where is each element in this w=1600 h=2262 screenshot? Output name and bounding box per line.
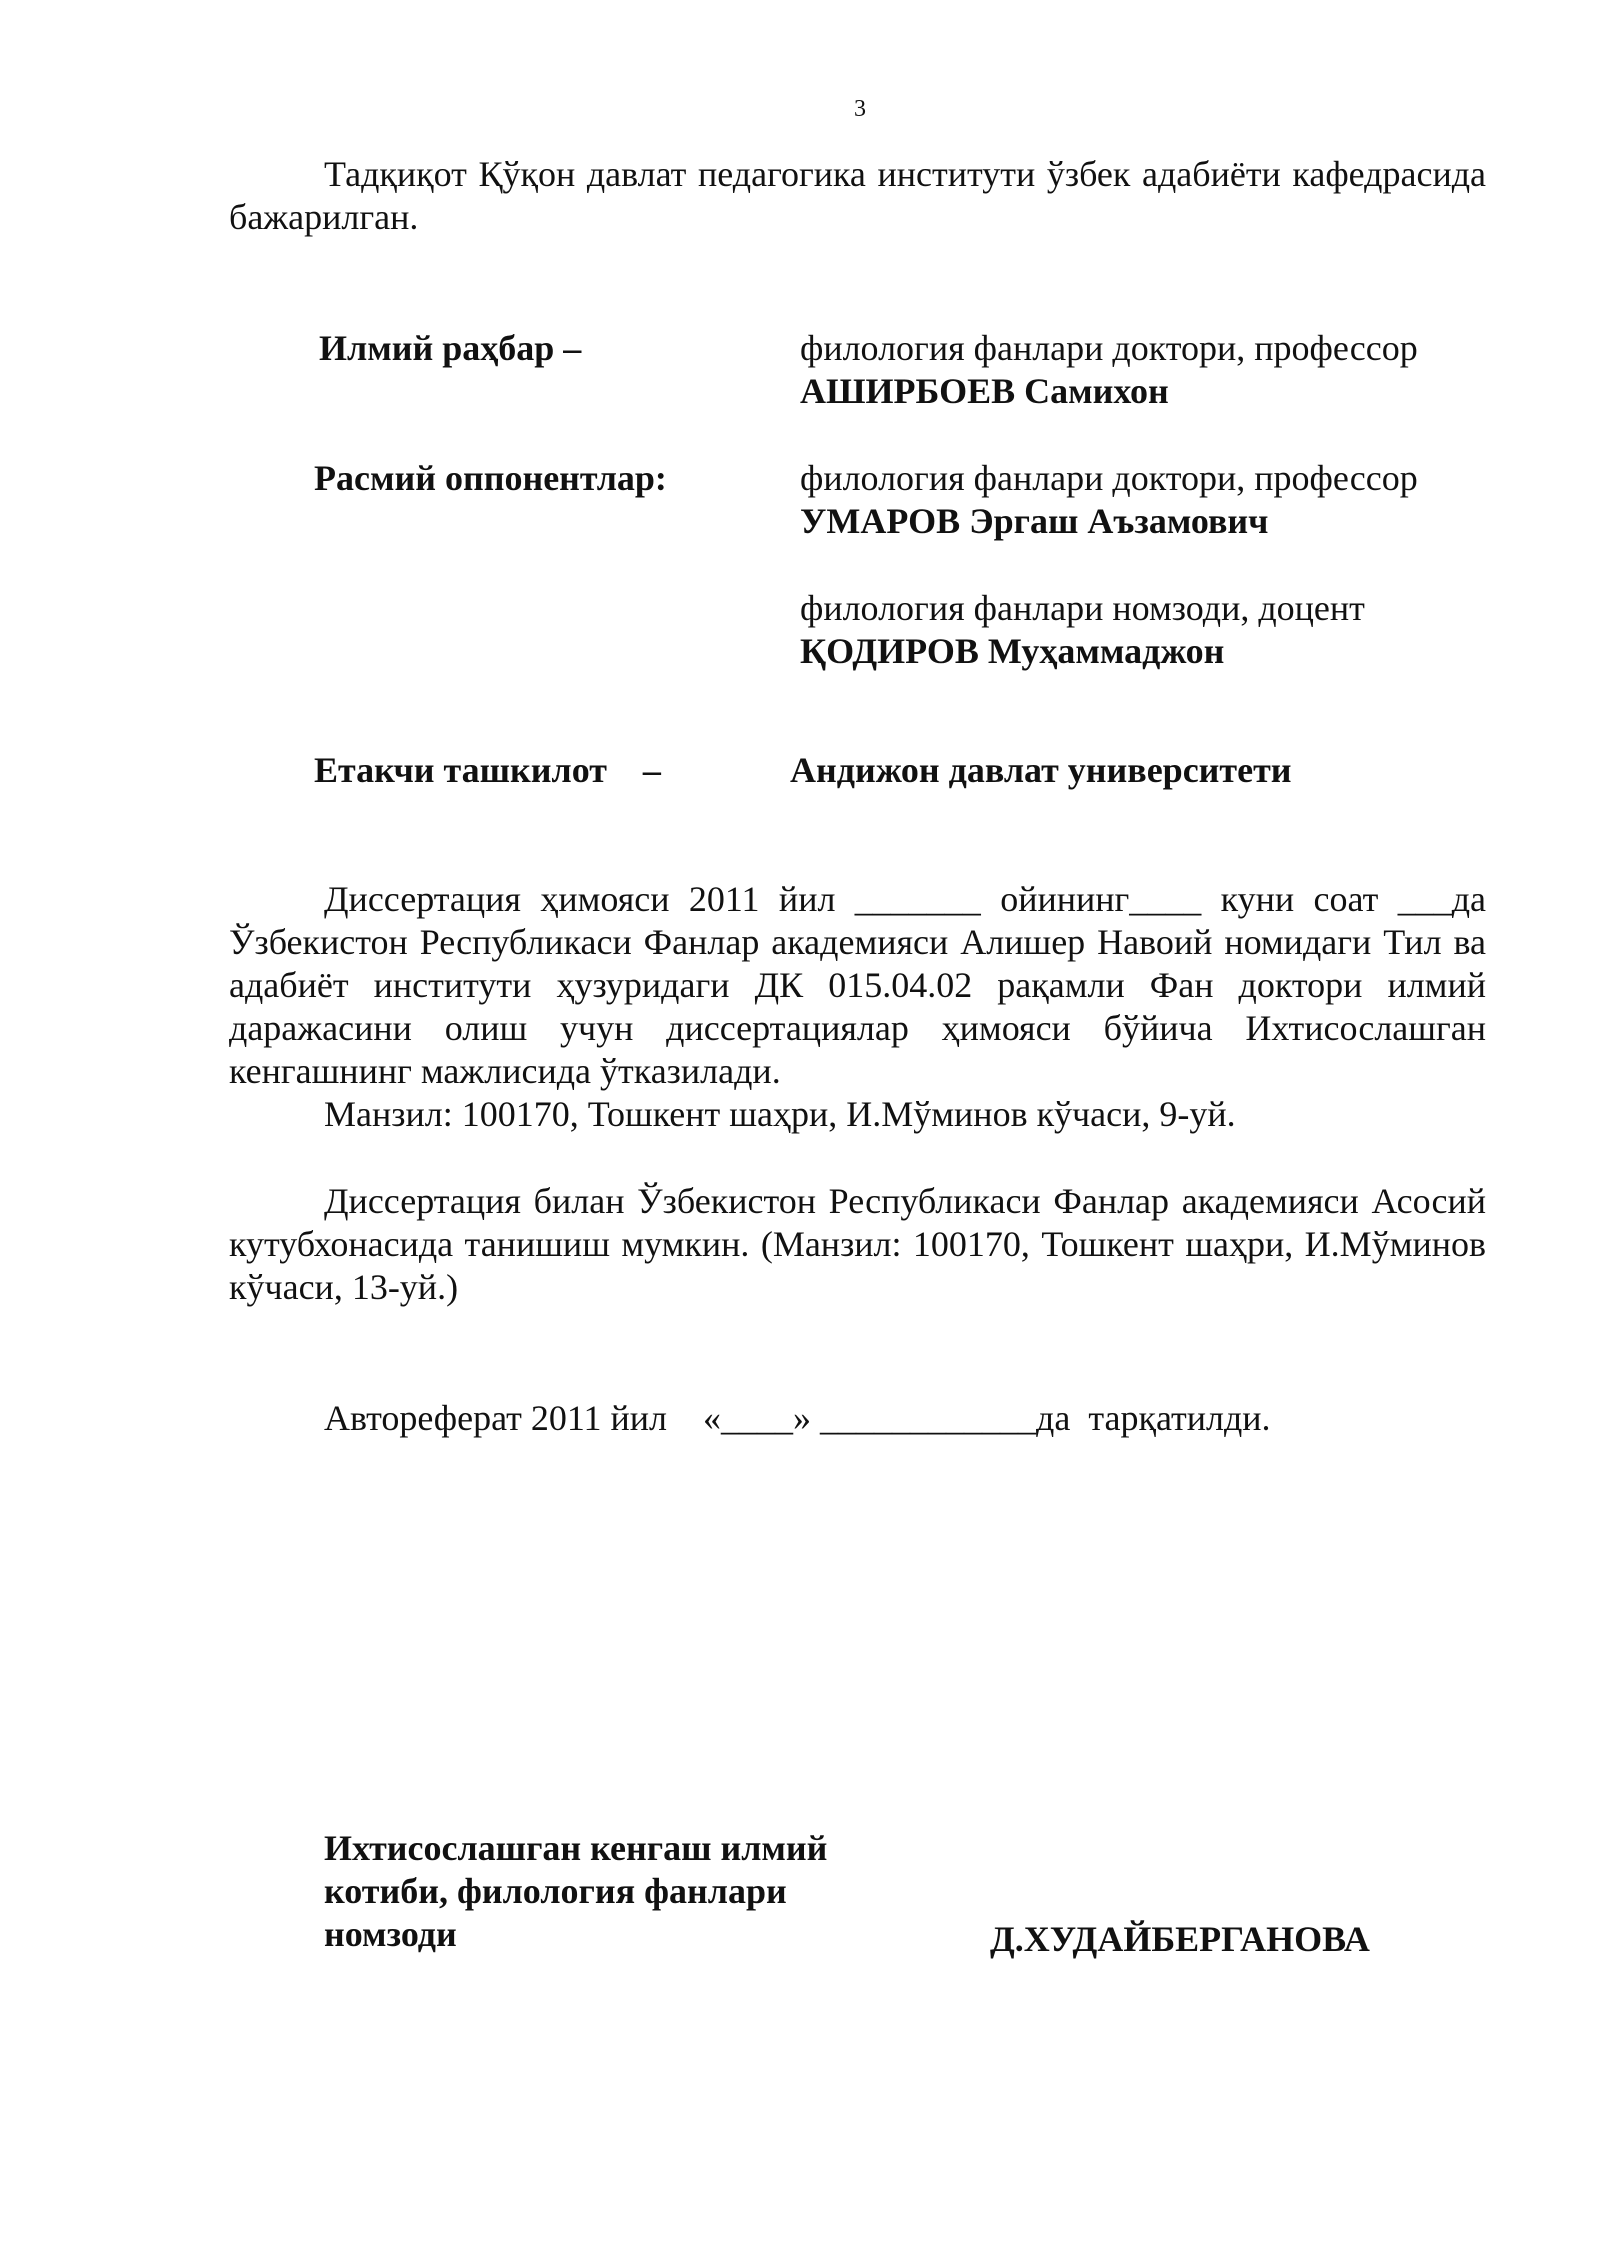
opponent-2-title: филология фанлари номзоди, доцент bbox=[800, 588, 1365, 628]
opponent-2-name: ҚОДИРОВ Муҳаммаджон bbox=[800, 631, 1225, 671]
defense-paragraph: Диссертация ҳимояси 2011 йил _______ ойининг____ куни соат ___да Ўзбекистон Республикаси Фанлар академияси Алишер Навоий номидаги Тил ва адабиёт институти ҳузуридаги ДК 015.04.02 рақамли Фан доктори илмий даражасини олиш учун диссертациялар ҳимояси бўйича Ихтисослашган кенгашнинг мажлисида ўтказилади. bbox=[229, 879, 1486, 1091]
intro-paragraph: Тадқиқот Қўқон давлат педагогика институти ўзбек адабиёти кафедрасида бажарилган. bbox=[229, 154, 1486, 237]
signature-block bbox=[324, 1827, 884, 1956]
page-number: 3 bbox=[854, 96, 866, 122]
signature-name: Д.ХУДАЙБЕРГАНОВА bbox=[990, 1919, 1370, 1959]
leading-org-label: Етакчи ташкилот – bbox=[314, 750, 661, 790]
supervisor-info bbox=[800, 327, 1418, 413]
opponent-2-info bbox=[800, 587, 1365, 673]
opponent-1-info bbox=[800, 457, 1418, 543]
supervisor-title: филология фанлари доктори, профессор bbox=[800, 328, 1418, 368]
opponents-label: Расмий оппонентлар: bbox=[314, 458, 667, 498]
leading-org-name: Андижон давлат университети bbox=[790, 750, 1292, 790]
address-line: Манзил: 100170, Тошкент шаҳри, И.Мўминов кўчаси, 9-уй. bbox=[324, 1094, 1236, 1134]
supervisor-label: Илмий раҳбар – bbox=[319, 328, 582, 368]
supervisor-name: АШИРБОЕВ Самихон bbox=[800, 371, 1169, 411]
library-paragraph: Диссертация билан Ўзбекистон Республикаси Фанлар академияси Асосий кутубхонасида танишиш мумкин. (Манзил: 100170, Тошкент шаҳри, И.Мўминов кўчаси, 13-уй.) bbox=[229, 1181, 1486, 1307]
signature-line-3: номзоди bbox=[324, 1914, 457, 1954]
distribution-line: Автореферат 2011 йил «____» ____________да тарқатилди. bbox=[324, 1398, 1271, 1438]
opponent-1-title: филология фанлари доктори, профессор bbox=[800, 458, 1418, 498]
signature-line-2: котиби, филология фанлари bbox=[324, 1871, 787, 1911]
signature-line-1: Ихтисослашган кенгаш илмий bbox=[324, 1828, 828, 1868]
opponent-1-name: УМАРОВ Эргаш Аъзамович bbox=[800, 501, 1269, 541]
